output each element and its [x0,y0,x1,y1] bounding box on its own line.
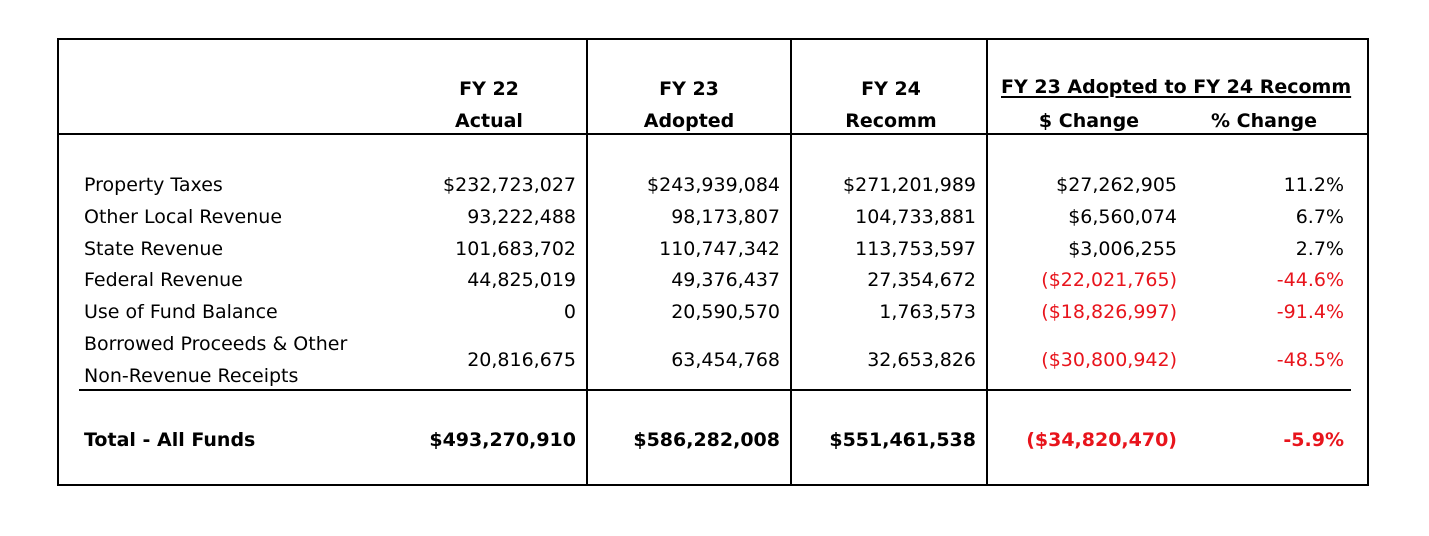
cell-pct-change: 11.2% [1283,174,1344,196]
header-fy24-type: Recomm [845,110,937,132]
total-dollar-change: ($34,820,470) [1026,429,1177,451]
cell-fy24: 1,763,573 [879,301,976,323]
header-dollar-change: $ Change [1038,110,1140,132]
header-fy24-year: FY 24 [861,78,921,100]
cell-pct-change: 6.7% [1295,206,1344,228]
cell-fy24: 27,354,672 [867,269,976,291]
cell-pct-change: -44.6% [1276,269,1344,291]
cell-dollar-change: ($22,021,765) [1041,269,1177,291]
cell-dollar-change: $3,006,255 [1068,238,1177,260]
column-divider [986,40,988,484]
cell-fy23: 20,590,570 [671,301,780,323]
total-fy23: $586,282,008 [633,429,780,451]
cell-pct-change: 2.7% [1295,238,1344,260]
cell-dollar-change: $6,560,074 [1068,206,1177,228]
row-label-state-revenue: State Revenue [84,238,224,260]
total-label: Total - All Funds [84,429,256,451]
row-label-other-local-revenue: Other Local Revenue [84,206,283,228]
cell-fy22: $232,723,027 [443,174,576,196]
header-divider [59,133,1367,135]
row-label-federal-revenue: Federal Revenue [84,269,243,291]
cell-fy22: 20,816,675 [467,349,576,371]
header-fy22-type: Actual [455,110,523,132]
cell-fy24: 32,653,826 [867,349,976,371]
cell-fy23: 49,376,437 [671,269,780,291]
total-divider [79,389,1351,391]
cell-fy24: 104,733,881 [855,206,976,228]
cell-fy22: 0 [563,301,576,323]
cell-dollar-change: ($30,800,942) [1041,349,1177,371]
cell-dollar-change: $27,262,905 [1056,174,1177,196]
header-change-group-title: FY 23 Adopted to FY 24 Recomm [1001,76,1352,98]
cell-pct-change: -91.4% [1276,301,1344,323]
cell-fy24: 113,753,597 [855,238,976,260]
total-fy24: $551,461,538 [829,429,976,451]
column-divider [790,40,792,484]
cell-fy23: $243,939,084 [647,174,780,196]
column-divider [586,40,588,484]
cell-fy24: $271,201,989 [843,174,976,196]
row-label-borrowed-proceeds-line1: Borrowed Proceeds & Other [84,333,348,355]
header-fy23-type: Adopted [643,110,735,132]
cell-fy23: 98,173,807 [671,206,780,228]
cell-dollar-change: ($18,826,997) [1041,301,1177,323]
cell-fy23: 63,454,768 [671,349,780,371]
total-fy22: $493,270,910 [429,429,576,451]
revenue-summary-table [57,38,1369,486]
header-fy23-year: FY 23 [659,78,719,100]
header-fy22-year: FY 22 [459,78,519,100]
header-pct-change: % Change [1211,110,1317,132]
cell-pct-change: -48.5% [1276,349,1344,371]
cell-fy22: 93,222,488 [467,206,576,228]
cell-fy22: 101,683,702 [455,238,576,260]
row-label-property-taxes: Property Taxes [84,174,223,196]
row-label-use-of-fund-balance: Use of Fund Balance [84,301,278,323]
row-label-borrowed-proceeds-line2: Non-Revenue Receipts [84,365,299,387]
cell-fy23: 110,747,342 [659,238,780,260]
cell-fy22: 44,825,019 [467,269,576,291]
total-pct-change: -5.9% [1283,429,1344,451]
